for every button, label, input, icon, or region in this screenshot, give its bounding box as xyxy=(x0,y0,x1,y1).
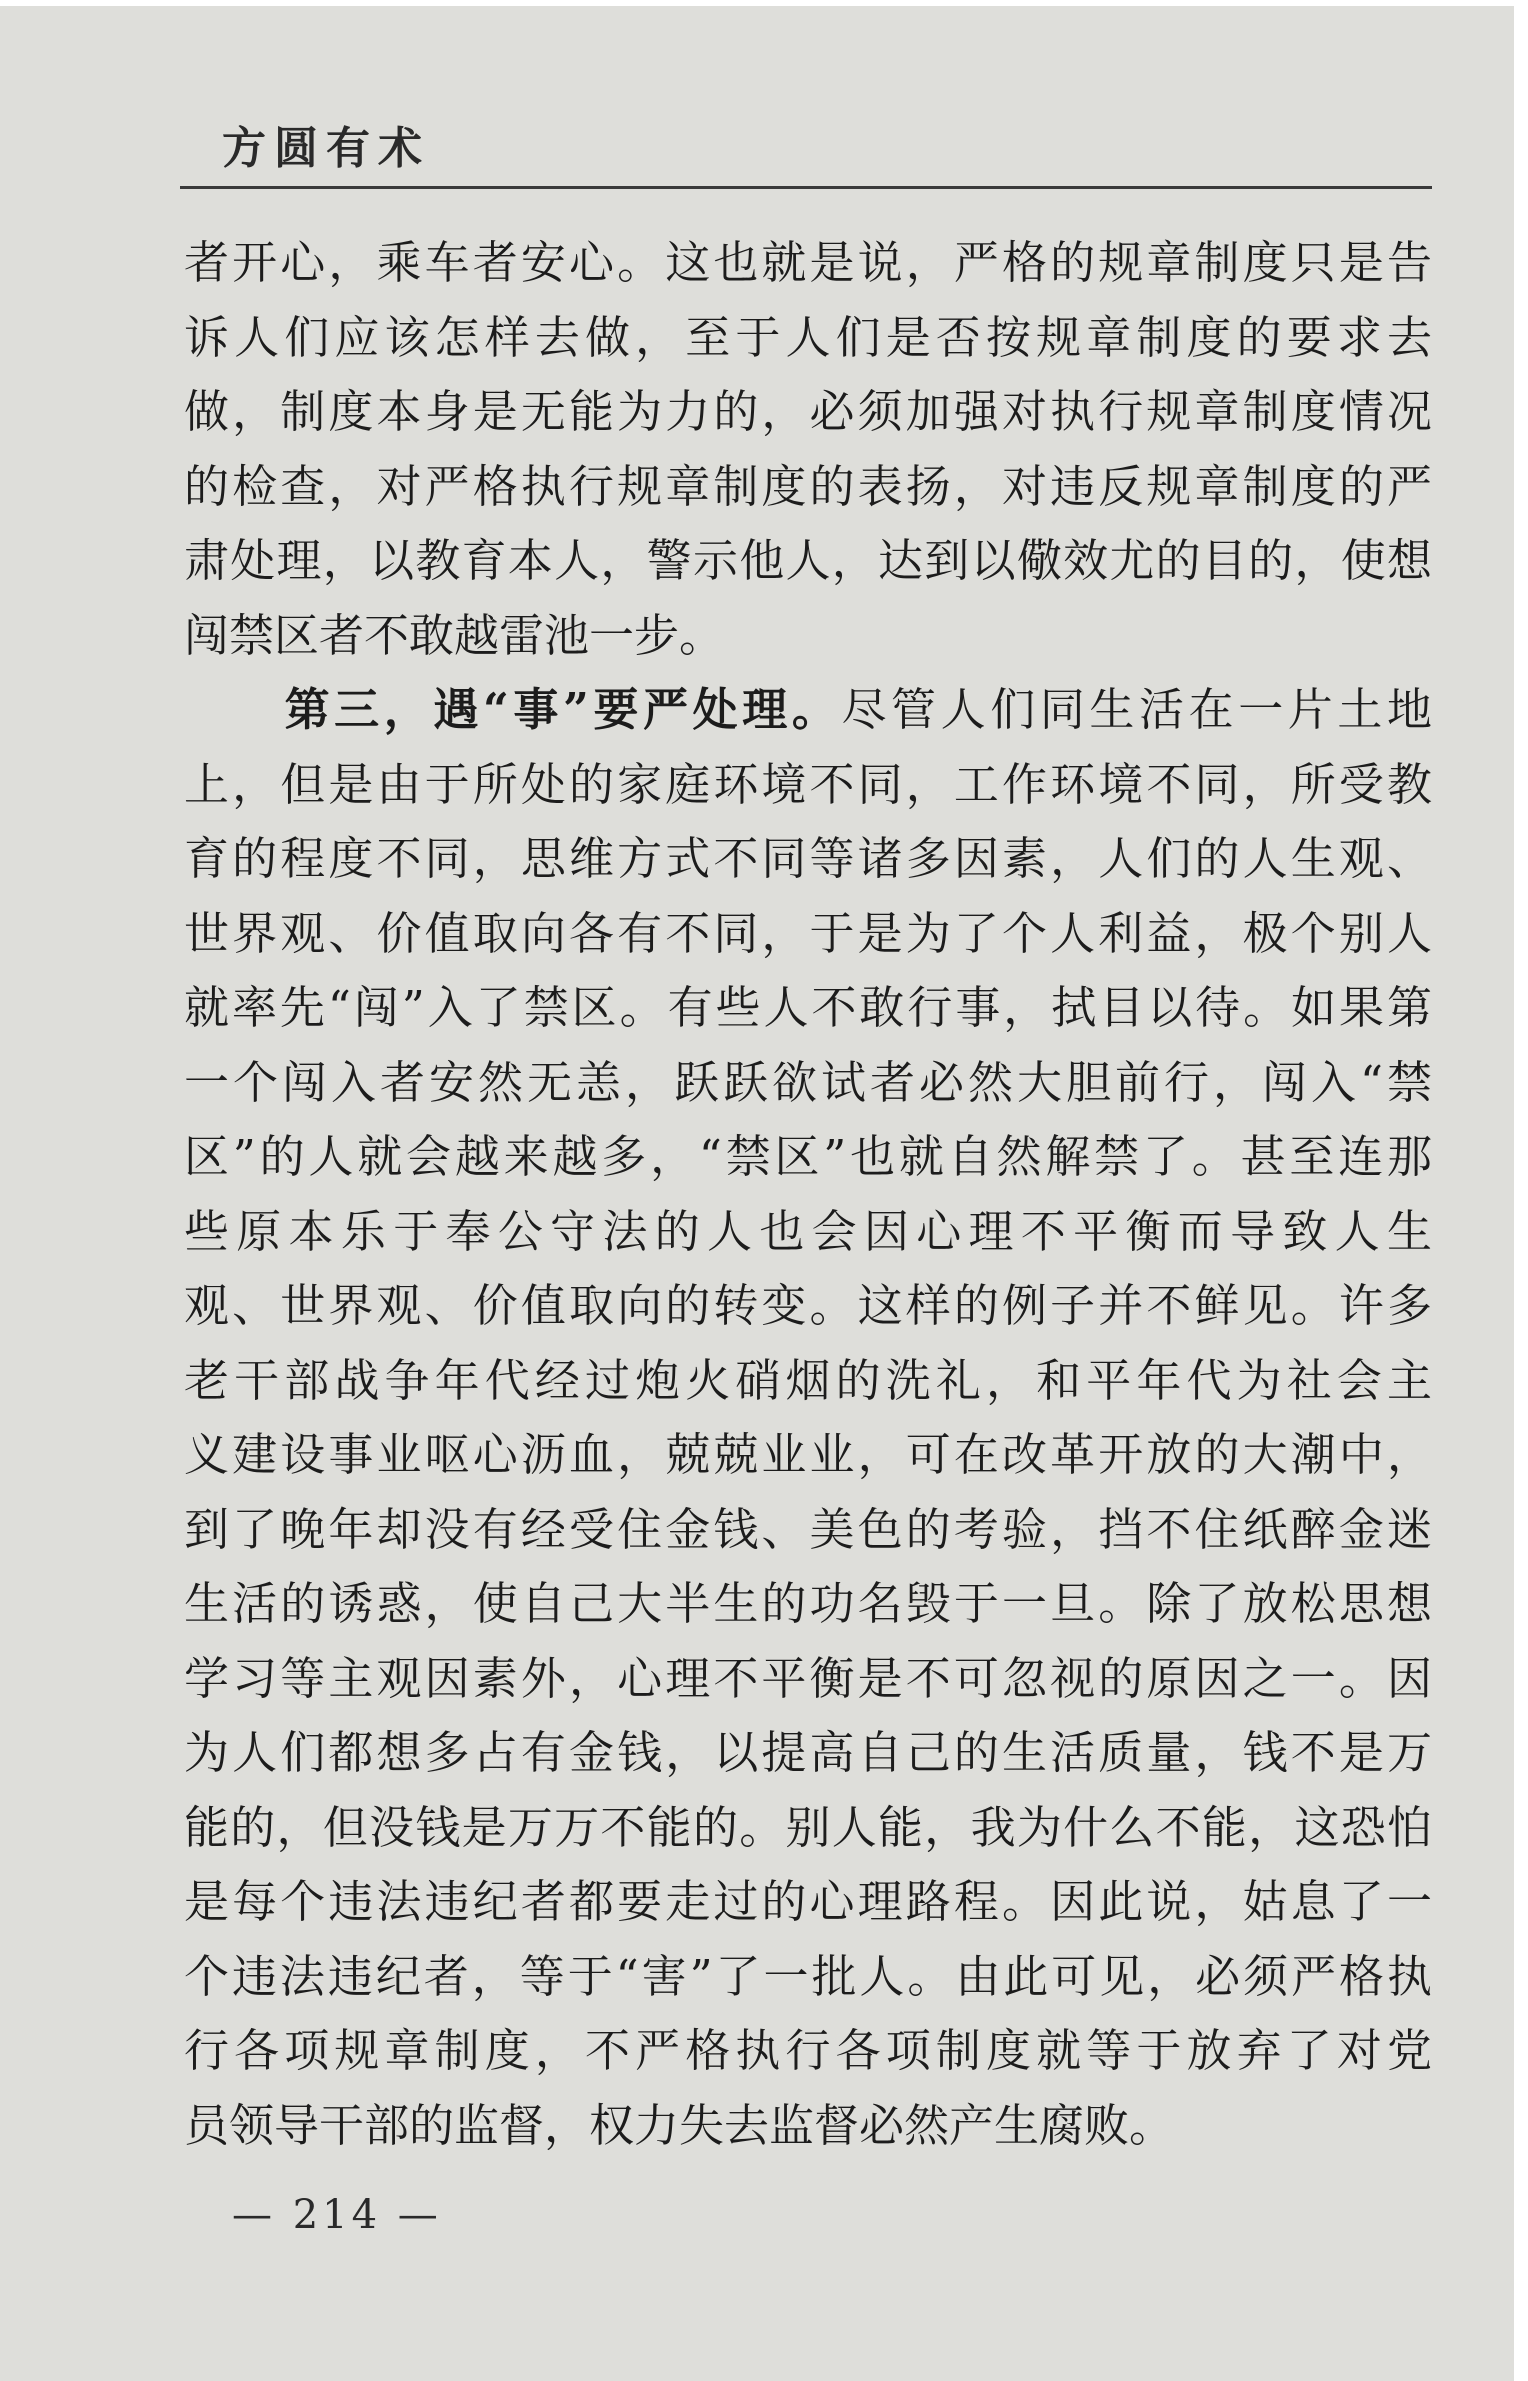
page-number: — 214 — xyxy=(232,2192,442,2238)
text-line: 生活的诱惑，使自己大半生的功名毁于一旦。除了放松思想 xyxy=(184,1577,1432,1630)
text-line: 行各项规章制度，不严格执行各项制度就等于放弃了对党 xyxy=(184,2024,1432,2077)
text-run: 尽管人们同生活在一片土地 xyxy=(841,683,1432,736)
text-line: 一个闯入者安然无恙，跃跃欲试者必然大胆前行，闯入“禁 xyxy=(184,1055,1432,1109)
text-line: 世界观、价值取向各有不同，于是为了个人利益，极个别人 xyxy=(184,906,1432,960)
text-line: 上，但是由于所处的家庭环境不同，工作环境不同，所受教 xyxy=(184,757,1432,811)
running-head: 方圆有术 xyxy=(222,123,430,174)
text-line: 观、世界观、价值取向的转变。这样的例子并不鲜见。许多 xyxy=(184,1279,1432,1332)
text-line: 的检查，对严格执行规章制度的表扬，对违反规章制度的严 xyxy=(184,459,1432,513)
scan-edge-right xyxy=(1514,0,1528,2381)
text-line: 员领导干部的监督，权力失去监督必然产生腐败。 xyxy=(184,2098,1175,2152)
text-line: 些原本乐于奉公守法的人也会因心理不平衡而导致人生 xyxy=(184,1204,1432,1258)
text-line: 诉人们应该怎样去做，至于人们是否按规章制度的要求去 xyxy=(184,310,1432,364)
text-line: 育的程度不同，思维方式不同等诸多因素，人们的人生观、 xyxy=(184,832,1432,885)
text-line: 做，制度本身是无能为力的，必须加强对执行规章制度情况 xyxy=(184,385,1432,438)
scan-edge-top xyxy=(0,0,1528,6)
text-line: 学习等主观因素外，心理不平衡是不可忽视的原因之一。因 xyxy=(184,1651,1432,1705)
text-line: 老干部战争年代经过炮火硝烟的洗礼，和平年代为社会主 xyxy=(184,1353,1432,1407)
paragraph-first-line xyxy=(184,673,1432,748)
text-line: 就率先“闯”入了禁区。有些人不敢行事，拭目以待。如果第 xyxy=(184,981,1432,1034)
text-line: 义建设事业呕心沥血，兢兢业业，可在改革开放的大潮中， xyxy=(184,1428,1432,1481)
text-line: 闯禁区者不敢越雷池一步。 xyxy=(184,608,725,662)
text-line: 者开心，乘车者安心。这也就是说，严格的规章制度只是告 xyxy=(184,236,1432,289)
text-line: 是每个违法违纪者都要走过的心理路程。因此说，姑息了一 xyxy=(184,1875,1432,1928)
header-rule xyxy=(180,186,1432,189)
text-line: 个违法违纪者，等于“害”了一批人。由此可见，必须严格执 xyxy=(184,1949,1432,2003)
text-line: 区”的人就会越来越多，“禁区”也就自然解禁了。甚至连那 xyxy=(184,1130,1432,1183)
text-line: 肃处理，以教育本人，警示他人，达到以儆效尤的目的，使想 xyxy=(184,534,1432,587)
text-line: 能的，但没钱是万万不能的。别人能，我为什么不能，这恐怕 xyxy=(184,1800,1432,1854)
section-heading: 第三，遇“事”要严处理。 xyxy=(280,683,842,736)
body-text xyxy=(184,226,1432,2163)
text-line: 到了晚年却没有经受住金钱、美色的考验，挡不住纸醉金迷 xyxy=(184,1502,1432,1556)
text-line: 为人们都想多占有金钱，以提高自己的生活质量，钱不是万 xyxy=(184,1726,1432,1779)
